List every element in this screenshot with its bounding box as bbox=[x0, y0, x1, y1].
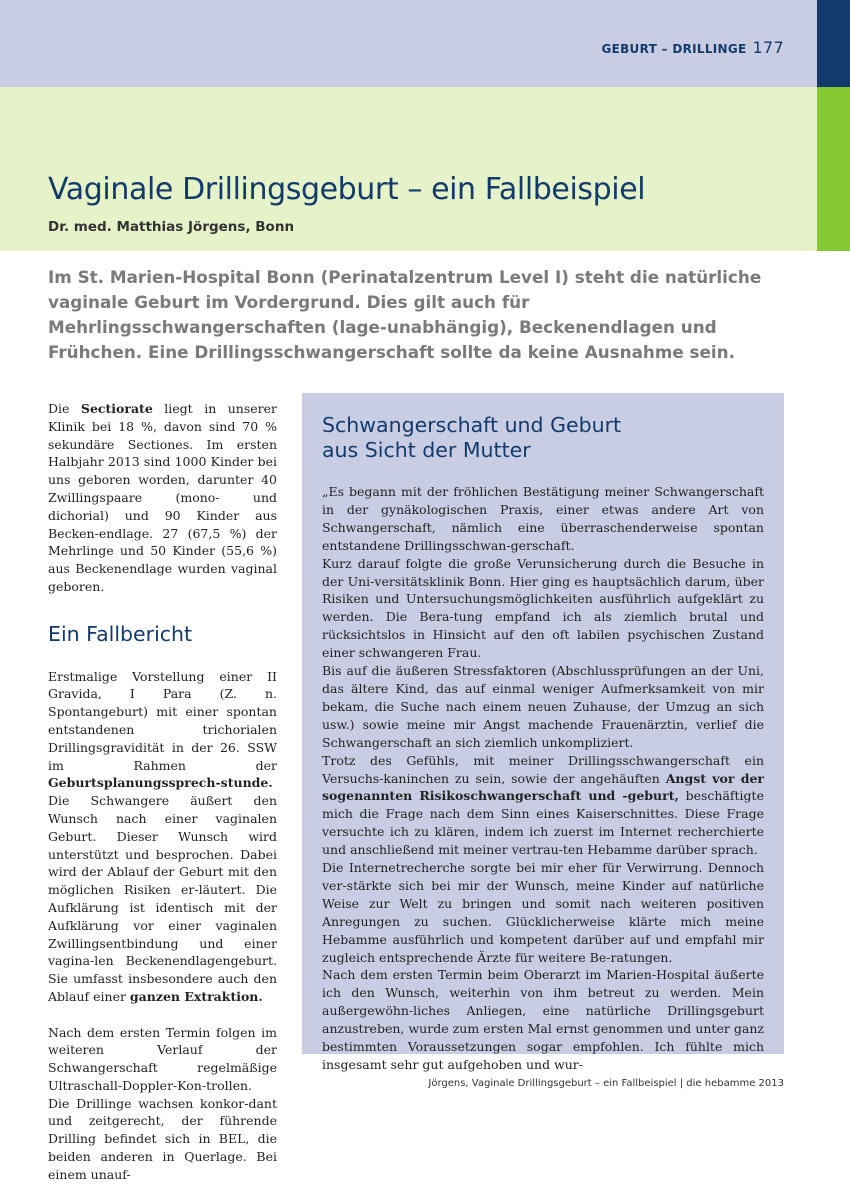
case-paragraph: Erstmalige Vorstellung einer II Gravida, I Para (Z. n. Spontangeburt) mit einer spontan entstandenen trichorialen Drillingsgravidität in der 26. SSW im Rahmen der Geburtsplanungssprech-stunde. Die Schwangere äußert den Wunsch nach einer vaginalen Geburt. Dieser Wunsch wird unterstützt und besprochen. Dabei wird der Ablauf der Geburt mit den möglichen Risiken er-läutert. Die Aufklärung ist identisch mit der Aufklärung vor einer vaginalen Zwillingsentbindung und einer vagina-len Beckenendlagengeburt. Sie umfasst insbesondere auch den Ablauf einer ganzen Extraktion. bbox=[48, 668, 277, 1004]
footer-citation: Jörgens, Vaginale Drillingsgeburt – ein Fallbeispiel | die hebamme 2013 bbox=[428, 1078, 784, 1089]
keyword-sectiorate: Sectiorate bbox=[80, 401, 153, 416]
box-paragraph: Bis auf die äußeren Stressfaktoren (Abschlussprüfungen an der Uni, das ältere Kind, das auf einmal weniger Aufmerksamkeit von mir bekam, die Suche nach einem neuen Zuhause, der Umzug an sich usw.) sowie meine mir Angst machende Frauenärztin, verlief die Schwangerschaft an sich ziemlich unkompliziert. bbox=[322, 663, 764, 750]
running-head bbox=[601, 38, 784, 57]
box-paragraph: Die Internetrecherche sorgte bei mir eher für Verwirrung. Dennoch ver-stärkte sich bei mir der Wunsch, meine Kinder auf natürliche Weise zur Welt zu bringen und somit nach weiteren positiven Anregungen zu suchen. Glücklicherweise klärte mich meine Hebamme ausführlich und kompetent darüber auf und empfahl mir zugleich entsprechende Ärzte für weitere Be-ratungen. bbox=[322, 860, 764, 965]
left-column bbox=[48, 400, 277, 1184]
box-paragraph: „Es begann mit der fröhlichen Bestätigung meiner Schwangerschaft in der gynäkologischen Praxis, einer etwas andere Art von Schwangerschaft, nämlich eine überraschenderweise spontan entstandene Drillingsschwan-gerschaft. bbox=[322, 484, 764, 553]
box-paragraph: Kurz darauf folgte die große Verunsicherung durch die Besuche in der Uni-versitätsklinik Bonn. Hier ging es hauptsächlich darum, über Risiken und Untersuchungsmöglichkeiten ausführlich aufgeklärt zu werden. Die Bera-tung empfand ich als ziemlich brutal und rücksichtslos in Hinsicht auf den oft labilen psychischen Zustand einer schwangeren Frau. bbox=[322, 555, 764, 661]
followup-paragraph: Nach dem ersten Termin folgen im weiteren Verlauf der Schwangerschaft regelmäßige Ultraschall-Doppler-Kon-trollen. Die Drillinge wachsen konkor-dant und zeitgerecht, der führende Drilling befindet sich in BEL, die beiden anderen in Querlage. Bei einem unauf- bbox=[48, 1024, 277, 1182]
intro-paragraph: Die Sectiorate liegt in unserer Klinik bei 18 %, davon sind 70 % sekundäre Sectiones. Im ersten Halbjahr 2013 sind 1000 Kinder bei uns geboren worden, darunter 40 Zwillingspaare (mono- und dichorial) und 90 Kinder aus Becken-endlage. 27 (67,5 %) der Mehrlinge und 50 Kinder (55,6 %) aus Beckenendlage wurden vaginal geboren. bbox=[48, 401, 278, 594]
subheading-fallbericht: Ein Fallbericht bbox=[48, 621, 193, 646]
box-text bbox=[322, 483, 764, 1074]
page-number: 177 bbox=[752, 38, 784, 57]
article-lead: Im St. Marien-Hospital Bonn (Perinatalzentrum Level I) steht die natürliche vaginale Geburt im Vordergrund. Dies gilt auch für Mehrlingsschwangerschaften (lage-unabhängig), Beckenendlagen und Frühchen. Eine Drillingsschwangerschaft sollte da keine Ausnahme sein. bbox=[48, 267, 762, 362]
edge-stripe-navy bbox=[817, 0, 850, 87]
sidebar-box bbox=[302, 393, 784, 1072]
box-title: Schwangerschaft und Geburt aus Sicht der Mutter bbox=[322, 413, 622, 462]
box-paragraph: Nach dem ersten Termin beim Oberarzt im Marien-Hospital äußerte ich den Wunsch, weiterhin von ihm betreut zu werden. Mein außergewöhn-liches Anliegen, eine natürliche Drillingsgeburt anzustreben, wurde zum ersten Mal ernst genommen und unter ganz bestimmten Voraussetzungen sogar empfohlen. Ich fühlte mich insgesamt sehr gut aufgehoben und wur- bbox=[322, 967, 764, 1072]
article-author: Dr. med. Matthias Jörgens, Bonn bbox=[48, 219, 295, 235]
edge-stripe-green bbox=[817, 87, 850, 251]
section-label: GEBURT – DRILLINGE bbox=[601, 42, 747, 56]
box-paragraph: Trotz des Gefühls, mit meiner Drillingsschwangerschaft ein Versuchs-kaninchen zu sein, sowie der angehäuften Angst vor der sogenannten Risikoschwangerschaft und -geburt, beschäftigte mich die Frage nach dem Sinn eines Kaiserschnittes. Diese Frage versuchte ich zu klären, indem ich zuerst im Internet recherchierte und anschließend mit meiner vertrau-ten Hebamme darüber sprach. bbox=[322, 752, 764, 858]
article-title: Vaginale Drillingsgeburt – ein Fallbeispiel bbox=[48, 172, 646, 207]
